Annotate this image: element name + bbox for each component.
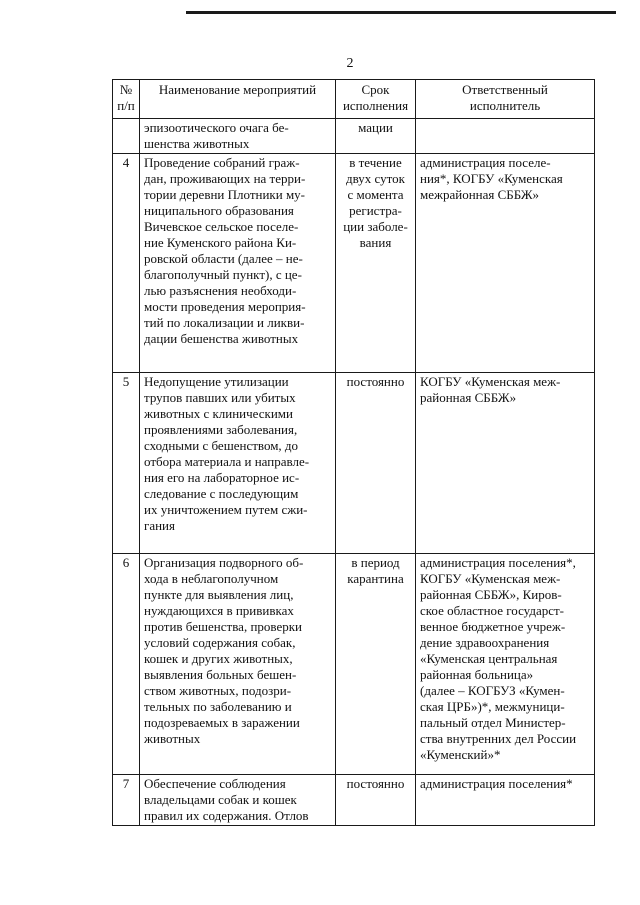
row-deadline: постоянно (336, 373, 416, 554)
table-row (113, 119, 595, 154)
row-name: Организация подворного об- хода в неблагополучном пункте для выявления лиц, нуждающихся в прививках против бешенства, проверки условий содержания собак, кошек и других животных, выявления больных бешен- ством животных, подозри- тельных по заболеванию и подозреваемых в заражении животных (140, 554, 336, 775)
row-responsible: администрация поселения*, КОГБУ «Куменская меж- районная СББЖ», Киров- ское областное государст- венное бюджетное учреж- дение здравоохранения «Куменская центральная районная больница» (далее – КОГБУЗ «Кумен- ская ЦРБ»)*, межмуници- пальный отдел Министер- ства внутренних дел России «Куменский»* (416, 554, 595, 775)
row-num (113, 119, 140, 154)
row-responsible (416, 119, 595, 154)
row-num: 7 (113, 775, 140, 826)
row-name: эпизоотического очага бе- шенства животных (140, 119, 336, 154)
row-responsible: администрация поселения* (416, 775, 595, 826)
table-row (113, 554, 595, 775)
header-name: Наименование мероприятий (140, 80, 336, 119)
row-deadline: постоянно (336, 775, 416, 826)
row-num: 4 (113, 154, 140, 373)
page-number: 2 (346, 56, 354, 71)
table-header-row (113, 80, 595, 119)
row-name: Проведение собраний граж- дан, проживающих на терри- тории деревни Плотники му- ниципального образования Вичевское сельское поселе- ние Куменского района Ки- ровской области (далее – не- благополучный пункт), с це- лью разъяснения необходи- мости проведения мероприя- тий по локализации и ликви- дации бешенства животных (140, 154, 336, 373)
table-row (113, 775, 595, 826)
header-deadline: Срок исполнения (336, 80, 416, 119)
row-deadline: мации (336, 119, 416, 154)
measures-table (112, 79, 595, 826)
row-deadline: в течение двух суток с момента регистра- ции заболе- вания (336, 154, 416, 373)
top-rule (186, 11, 616, 14)
table-row (113, 373, 595, 554)
row-responsible: администрация поселе- ния*, КОГБУ «Куменская межрайонная СББЖ» (416, 154, 595, 373)
row-num: 5 (113, 373, 140, 554)
header-num: № п/п (113, 80, 140, 119)
row-num: 6 (113, 554, 140, 775)
row-deadline: в период карантина (336, 554, 416, 775)
header-responsible: Ответственный исполнитель (416, 80, 595, 119)
row-name: Обеспечение соблюдения владельцами собак и кошек правил их содержания. Отлов (140, 775, 336, 826)
table-row (113, 154, 595, 373)
row-name: Недопущение утилизации трупов павших или убитых животных с клиническими проявлениями заболевания, сходными с бешенством, до отбора материала и направле- ния его на лабораторное ис- следование с последующим их уничтожением путем сжи- гания (140, 373, 336, 554)
row-responsible: КОГБУ «Куменская меж- районная СББЖ» (416, 373, 595, 554)
